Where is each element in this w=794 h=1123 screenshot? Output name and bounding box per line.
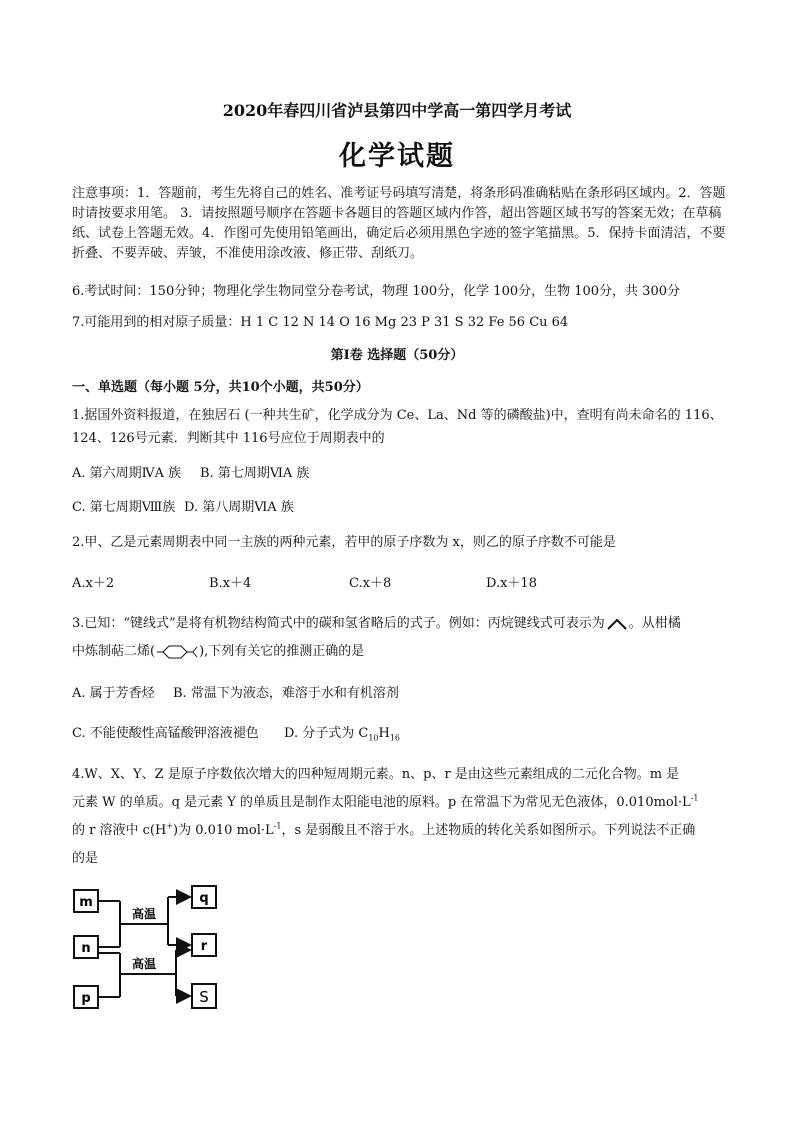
q3-option-b: B. 常温下为液态，难溶于水和有机溶剂 [173, 686, 399, 701]
subject-title: 化学试题 [339, 141, 455, 172]
part-title: 一、单选题（每小题 5分，共10个小题，共50分） [72, 380, 369, 395]
q2-option-a: A.x＋2 [72, 576, 115, 591]
q2-stem: 2.甲、乙是元素周期表中同一主族的两种元素，若甲的原子序数为 x，则乙的原子序数不可能是 [72, 535, 616, 550]
q3-stem-line2 [72, 640, 364, 660]
q4-line1: 4.W、X、Y、Z 是原子序数依次增大的四种短周期元素。n、p、r 是由这些元素组成的二元化合物。m 是 [72, 767, 680, 782]
notice-text: 注意事项：1．答题前，考生先将自己的姓名、准考证号码填写清楚，将条形码准确粘贴在条形码区域内。2．答题时请按要求用笔。 3．请按照题号顺序在答题卡各题目的答题区域内作答，超出答题区域书写的答案无效；在草稿纸、试卷上答题无效。4．作图可先使用铅笔画出，确定后必须用黑色字迹的签字笔描黑。5．保持卡面清洁，不要折叠、不要弄破、弄皱，不准使用涂改液、修正带、刮纸刀。 [72, 186, 726, 261]
q2-option-b: B.x＋4 [209, 576, 252, 591]
q1-option-d: D. 第八周期ⅥA 族 [184, 500, 294, 515]
propane-skeletal-icon [607, 618, 627, 630]
q2-option-d: D.x＋18 [486, 576, 537, 591]
q4-line2: 元素 W 的单质。q 是元素 Y 的单质且是制作太阳能电池的原料。p 在常温下为常见无色液体，$0.010mol\cdot L^{-1}$ [72, 793, 699, 810]
q1-option-b: B. 第七周期ⅥA 族 [200, 466, 310, 481]
q1-option-a: A. 第六周期ⅣA 族 [72, 466, 182, 481]
q1-stem: 1.据国外资料报道，在独居石 (一种共生矿，化学成分为 Ce、La、Nd 等的磷酸盐)中，查明有尚未命名的 116、124、126号元素．判断其中 116号应位于周期表中的 [72, 408, 723, 446]
label-q: q [199, 891, 209, 906]
section-title: 第Ⅰ卷 选择题（50分） [330, 348, 464, 363]
q3-stem-part4: ),下列有关它的推测正确的是 [199, 644, 365, 659]
q3-option-c: C. 不能使酸性高锰酸钾溶液褪色 [72, 726, 259, 741]
q3-option-d: D. 分子式为 $C_{10}H_{16}$ [284, 726, 401, 743]
exam-time-line: 6.考试时间：150分钟；物理化学生物同堂分卷考试，物理 100分，化学 100分，生物 100分，共 300分 [72, 284, 680, 299]
q1-option-c: C. 第七周期Ⅷ族 [72, 500, 176, 515]
condition-upper: 高温 [131, 907, 157, 921]
atomic-mass-line: 7.可能用到的相对原子质量：H 1 C 12 N 14 O 16 Mg 23 P 31 S 32 Fe 56 Cu 64 [72, 315, 569, 330]
q3-stem-part2: 。从柑橘 [628, 616, 681, 631]
q4-line4: 的是 [72, 851, 99, 866]
condition-lower: 高温 [131, 957, 157, 971]
limonene-structure-icon [155, 644, 199, 660]
reaction-diagram [72, 878, 232, 1018]
label-s: S [199, 988, 209, 1006]
label-m: m [79, 895, 93, 910]
label-r: r [200, 939, 208, 954]
q3-stem-part1: 3.已知：“键线式”是将有机物结构简式中的碳和氢省略后的式子。例如：丙烷键线式可表示为 [72, 616, 605, 631]
q3-stem-line1 [72, 612, 681, 631]
exam-title: 2020年春四川省泸县第四中学高一第四学月考试 [222, 101, 572, 120]
q3-option-a: A. 属于芳香烃 [72, 686, 155, 701]
label-n: n [81, 941, 91, 956]
q4-line3: 的 r 溶液中 c(H+)为 0.010 $mol\cdot L^{-1}$，s 是弱酸且不溶于水。上述物质的转化关系如图所示。下列说法不正确 [72, 821, 696, 838]
q3-stem-part3: 中炼制萜二烯( [72, 644, 156, 659]
q2-option-c: C.x＋8 [349, 576, 392, 591]
label-p: p [81, 991, 91, 1006]
